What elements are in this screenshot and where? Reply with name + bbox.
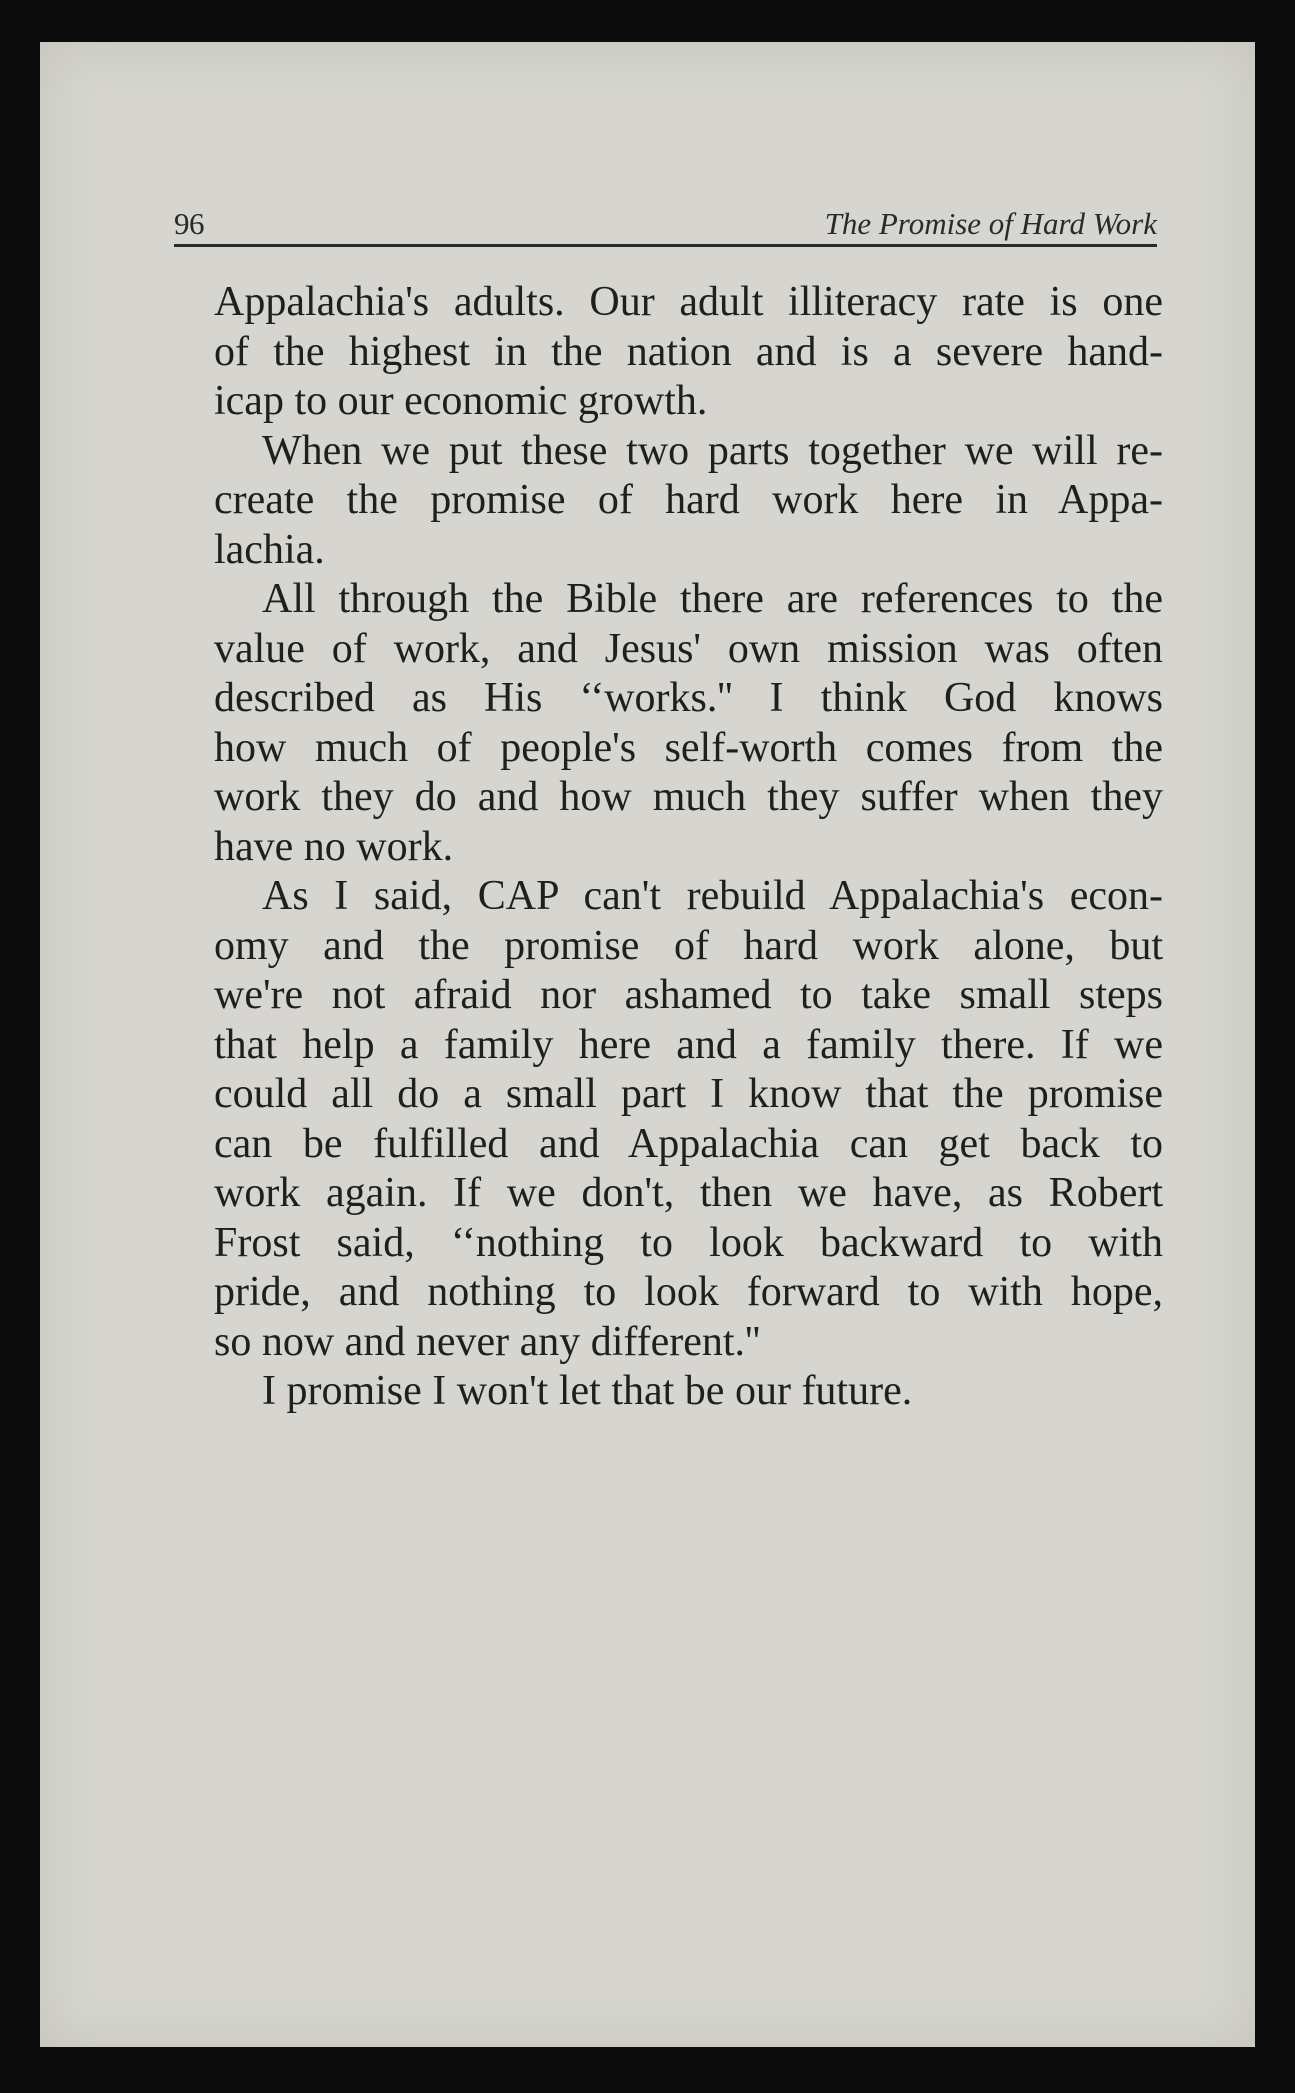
text-line: we're not afraid nor ashamed to take small steps [214, 972, 1163, 1018]
text-line: can be fulfilled and Appalachia can get back to [214, 1120, 1163, 1167]
text-line: Frost said, ‘‘nothing to look backward to with [214, 1219, 1163, 1266]
text-line: All through the Bible there are references to the [262, 576, 1163, 622]
text-line: how much of people's self-worth comes from the [214, 724, 1163, 771]
text-line: I promise I won't let that be our future. [262, 1368, 913, 1414]
text-line: When we put these two parts together we will re- [262, 427, 1163, 474]
text-line: pride, and nothing to look forward to with hope, [214, 1269, 1163, 1315]
text-line: so now and never any different.'' [214, 1318, 761, 1365]
text-line: could all do a small part I know that the promise [214, 1071, 1163, 1117]
page-number: 96 [174, 206, 204, 241]
running-title: The Promise of Hard Work [824, 206, 1157, 241]
text-line: that help a family here and a family there. If we [214, 1021, 1163, 1068]
text-line: As I said, CAP can't rebuild Appalachia's econ- [262, 873, 1163, 919]
text-line: Appalachia's adults. Our adult illiteracy rate is one [214, 279, 1163, 325]
text-line: described as His ‘‘works.'' I think God knows [214, 675, 1163, 721]
text-line: work again. If we don't, then we have, as Robert [214, 1170, 1163, 1216]
text-line: value of work, and Jesus' own mission was often [214, 625, 1163, 672]
text-line: have no work. [214, 823, 454, 870]
body-text [214, 278, 1163, 1417]
text-line: omy and the promise of hard work alone, but [214, 922, 1163, 969]
text-line: create the promise of hard work here in Appa- [214, 477, 1163, 523]
text-line: icap to our economic growth. [214, 378, 708, 424]
text-line: lachia. [214, 526, 325, 573]
text-line: of the highest in the nation and is a severe hand- [214, 328, 1163, 375]
text-line: work they do and how much they suffer when they [214, 774, 1163, 820]
page-header [174, 198, 1157, 247]
